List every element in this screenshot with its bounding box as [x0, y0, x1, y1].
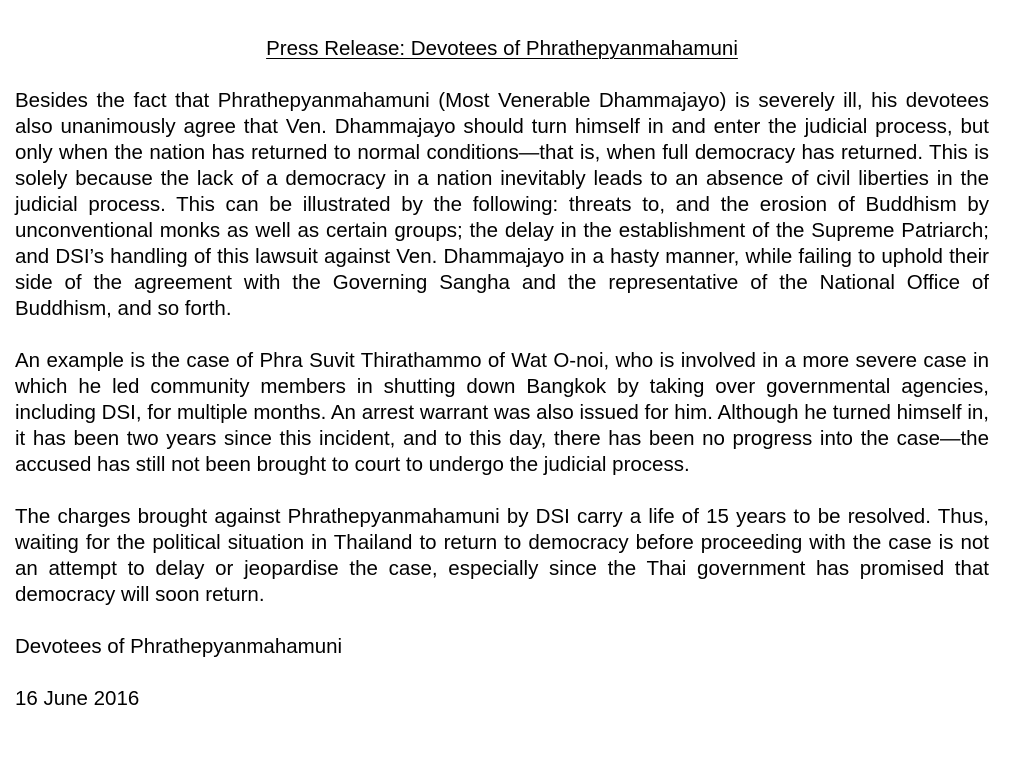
- release-date: 16 June 2016: [15, 687, 140, 710]
- paragraph-phra-suvit-example: An example is the case of Phra Suvit Thirathammo of Wat O-noi, who is involved in a more severe case in which he led community members in shutting down Bangkok by taking over governmental agencies, including DSI, for multiple months. An arrest warrant was also issued for him. Although he turned himself in, it has been two years since this incident, and to this day, there has been no progress into the case—the accused has still not been brought to court to undergo the judicial process.: [15, 349, 989, 476]
- signature: Devotees of Phrathepyanmahamuni: [15, 635, 343, 658]
- paragraph-illness-and-democracy: Besides the fact that Phrathepyanmahamuni (Most Venerable Dhammajayo) is severely ill, his devotees also unanimously agree that Ven. Dhammajayo should turn himself in and enter the judicial process, but only when the nation has returned to normal conditions—that is, when full democracy has returned. This is solely because the lack of a democracy in a nation inevitably leads to an absence of civil liberties in the judicial process. This can be illustrated by the following: threats to, and the erosion of Buddhism by unconventional monks as well as certain groups; the delay in the establishment of the Supreme Patriarch; and DSI’s handling of this lawsuit against Ven. Dhammajayo in a hasty manner, while failing to uphold their side of the agreement with the Governing Sangha and the representative of the National Office of Buddhism, and so forth.: [15, 89, 989, 320]
- document-title: Press Release: Devotees of Phrathepyanmahamuni: [266, 37, 738, 60]
- press-release-document: [15, 36, 989, 712]
- paragraph-charges-and-timeline: The charges brought against Phrathepyanmahamuni by DSI carry a life of 15 years to be resolved. Thus, waiting for the political situation in Thailand to return to democracy before proceeding with the case is not an attempt to delay or jeopardise the case, especially since the Thai government has promised that democracy will soon return.: [15, 505, 989, 606]
